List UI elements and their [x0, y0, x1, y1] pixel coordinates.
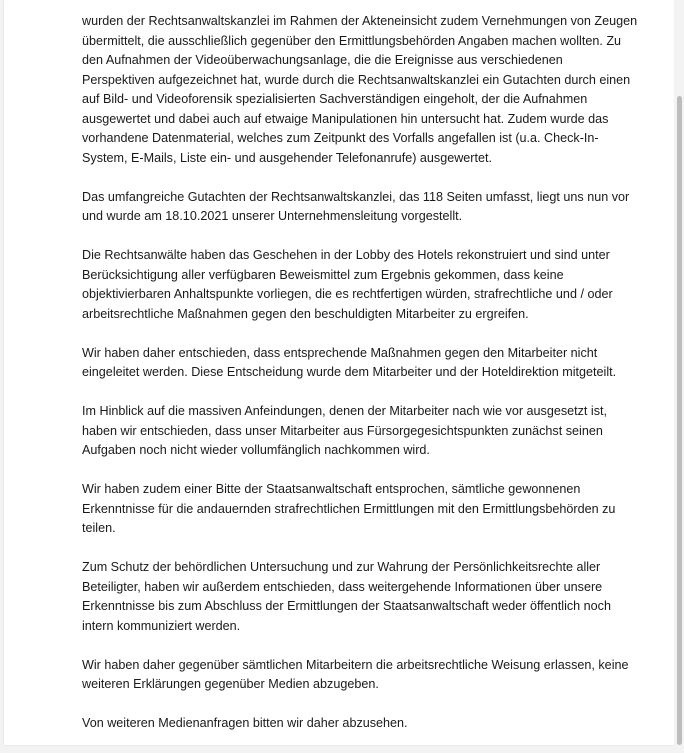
- paragraph-1: wurden der Rechtsanwaltskanzlei im Rahmen der Akteneinsicht zudem Vernehmungen von Zeugen übermittelt, die ausschließlich gegenüber den Ermittlungsbehörden Angaben machen wollten. Zu den Aufnahmen der Videoüberwachungsanlage, die die Ereignisse aus verschiedenen Perspektiven aufgezeichnet hat, wurde durch die Rechtsanwaltskanzlei ein Gutachten durch einen auf Bild- und Videoforensik spezialisierten Sachverständigen eingeholt, der die Aufnahmen ausgewertet und dabei auch auf etwaige Manipulationen hin untersucht hat. Zudem wurde das vorhandene Datenmaterial, welches zum Zeitpunkt des Vorfalls angefallen ist (u.a. Check-In-System, E-Mails, Liste ein- und ausgehender Telefonanrufe) ausgewertet.: [82, 14, 638, 165]
- paragraph-2: Das umfangreiche Gutachten der Rechtsanwaltskanzlei, das 118 Seiten umfasst, liegt uns nun vor und wurde am 18.10.2021 unserer Unternehmensleitung vorgestellt.: [82, 189, 630, 223]
- paragraph-6: Wir haben zudem einer Bitte der Staatsanwaltschaft entsprochen, sämtliche gewonnenen Erkenntnisse für die andauernden strafrechtlichen Ermittlungen mit den Ermittlungsbehörden zu teilen.: [82, 482, 616, 535]
- document-page: [4, 0, 674, 745]
- vertical-scrollbar[interactable]: [674, 0, 684, 745]
- paragraph-4: Wir haben daher entschieden, dass entsprechende Maßnahmen gegen den Mitarbeiter nicht eingeleitet werden. Diese Entscheidung wurde dem Mitarbeiter und der Hoteldirektion mitgeteilt.: [82, 345, 617, 379]
- paragraph-7: Zum Schutz der behördlichen Untersuchung und zur Wahrung der Persönlichkeitsrechte aller Beteiligter, haben wir außerdem entschieden, dass weitergehende Informationen über unsere Erkenntnisse bis zum Abschluss der Ermittlungen der Staatsanwaltschaft weder öffentlich noch intern kommuniziert werden.: [82, 560, 611, 633]
- paragraph-9: Von weiteren Medienanfragen bitten wir daher abzusehen.: [82, 716, 408, 730]
- paragraph-3: Die Rechtsanwälte haben das Geschehen in der Lobby des Hotels rekonstruiert und sind unter Berücksichtigung aller verfügbaren Beweismittel zum Ergebnis gekommen, dass keine objektivierbaren Anhaltspunkte vorliegen, die es rechtfertigen würden, strafrechtliche und / oder arbeitsrechtliche Maßnahmen gegen den beschuldigten Mitarbeiter zu ergreifen.: [82, 248, 613, 321]
- paragraph-8: Wir haben daher gegenüber sämtlichen Mitarbeitern die arbeitsrechtliche Weisung erlassen, keine weiteren Erklärungen gegenüber Medien abzugeben.: [82, 657, 629, 691]
- scrollbar-thumb[interactable]: [677, 96, 682, 745]
- paragraph-5: Im Hinblick auf die massiven Anfeindungen, denen der Mitarbeiter nach wie vor ausgesetzt ist, haben wir entschieden, dass unser Mitarbeiter aus Fürsorgegesichtspunkten zunächst seinen Aufgaben noch nicht wieder vollumfänglich nachkommen wird.: [82, 404, 608, 457]
- document-body: [82, 12, 638, 753]
